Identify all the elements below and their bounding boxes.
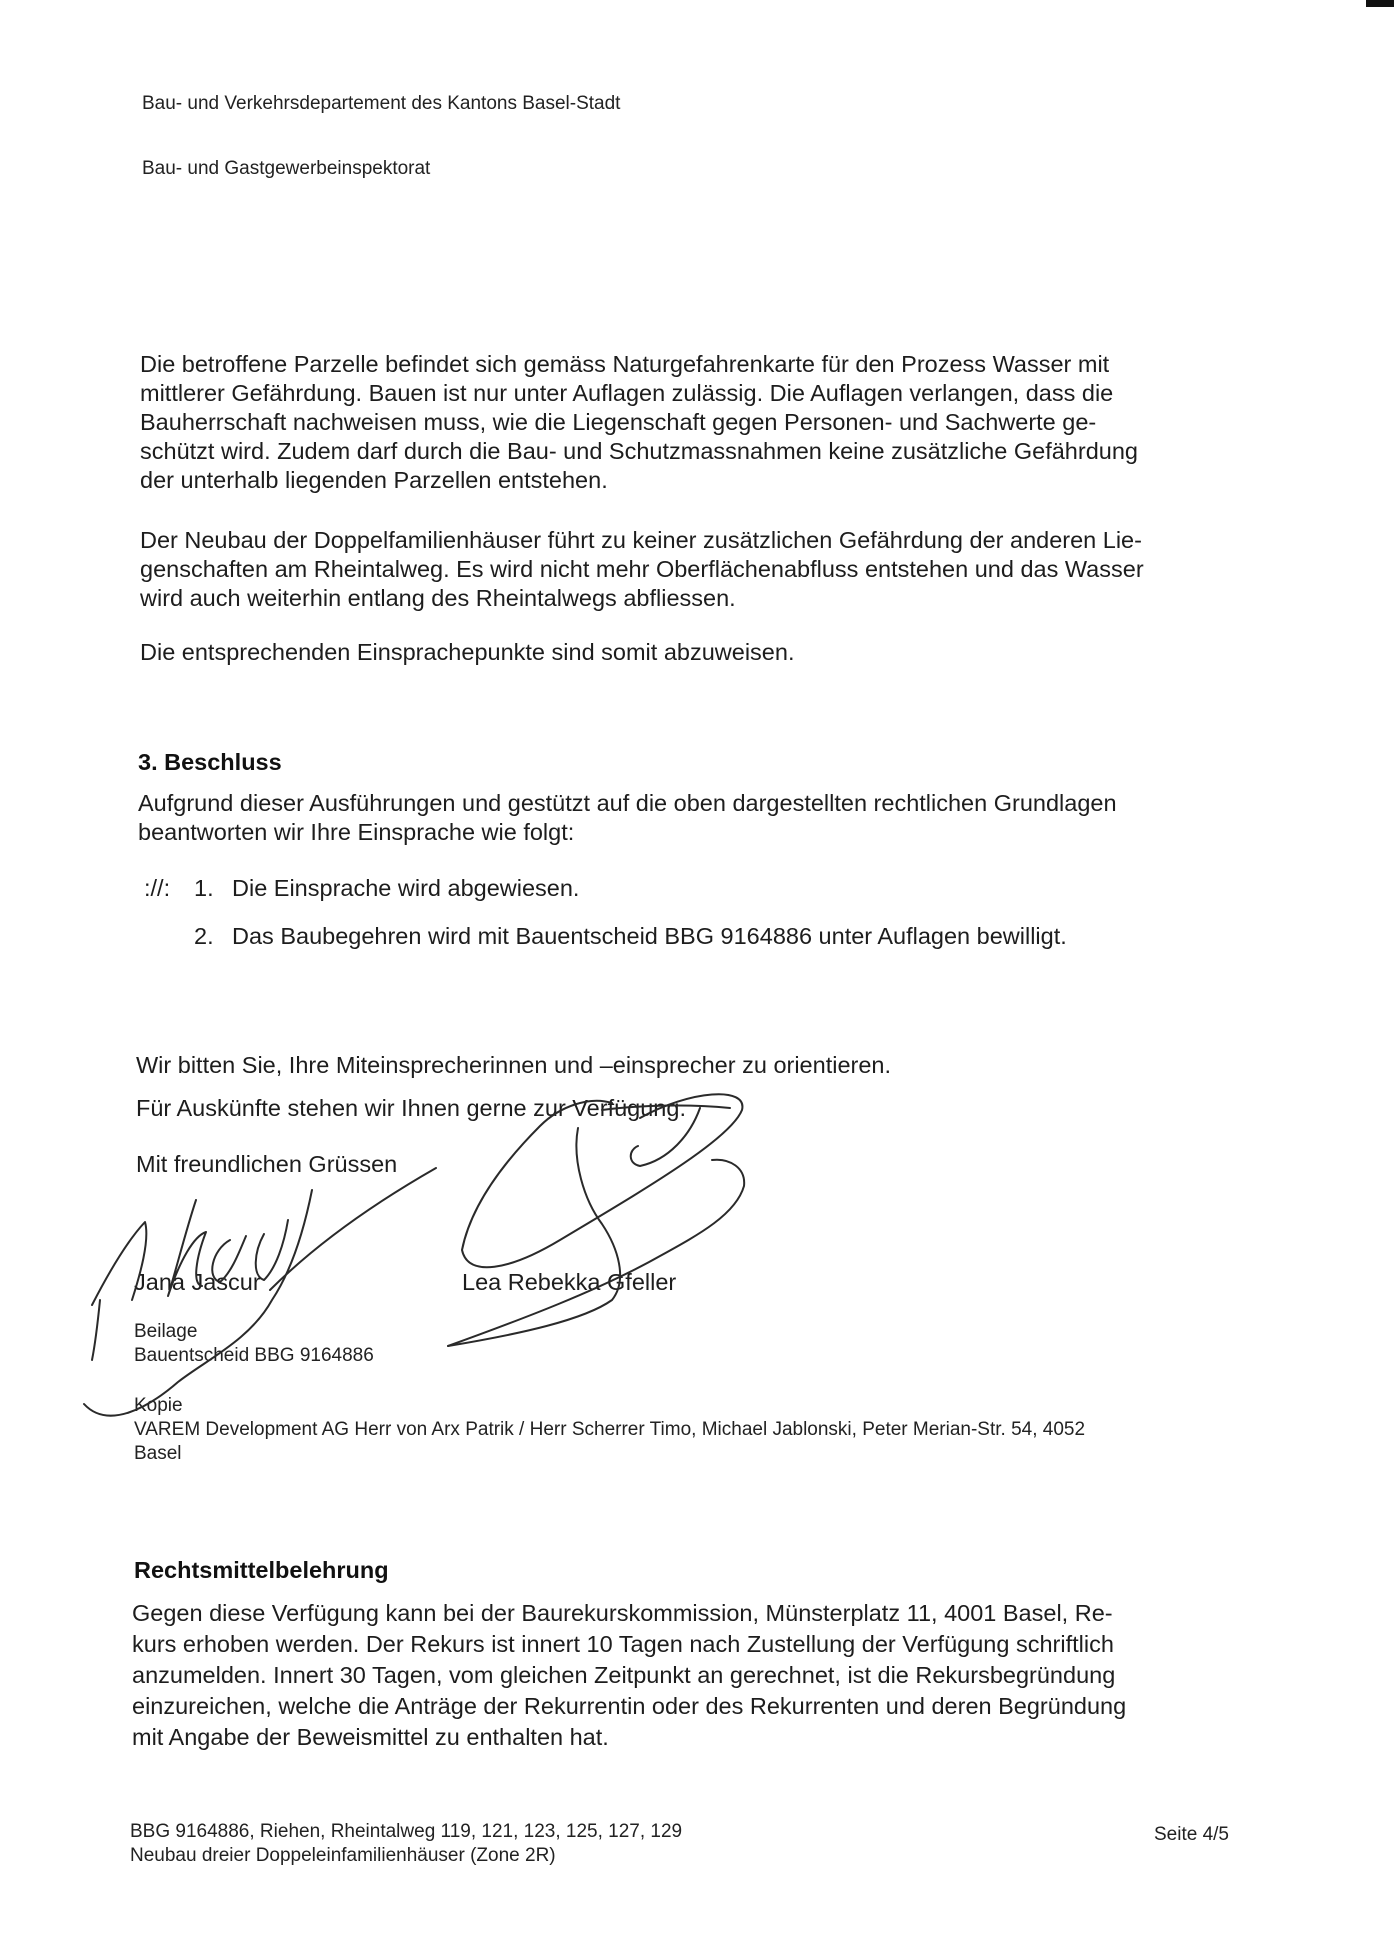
signatory-1-name: Jana Jascur xyxy=(134,1269,261,1295)
paragraph-line: Die betroffene Parzelle befindet sich gemäss Naturgefahrenkarte für den Prozess Wasser mit xyxy=(140,351,1110,377)
paragraph-line: Bauherrschaft nachweisen muss, wie die Liegenschaft gegen Personen- und Sachwerte ge- xyxy=(140,409,1097,435)
beschluss-prefix: ://: xyxy=(144,875,171,901)
item-text: Die Einsprache wird abgewiesen. xyxy=(232,875,580,901)
beschluss-item-2 xyxy=(194,922,1067,951)
header-office: Bau- und Gastgewerbeinspektorat xyxy=(142,158,431,179)
enclosure-block xyxy=(134,1320,374,1368)
paragraph-conclusion: Die entsprechenden Einsprachepunkte sind somit abzuweisen. xyxy=(140,639,795,665)
paragraph-line: der unterhalb liegenden Parzellen entstehen. xyxy=(140,467,608,493)
copy-recipients: VAREM Development AG Herr von Arx Patrik / Herr Scherrer Timo, Michael Jablonski, Peter Merian-Str. 54, 4052 xyxy=(134,1419,1086,1440)
signature-jascur-stroke xyxy=(270,1168,436,1290)
paragraph-line: Gegen diese Verfügung kann bei der Baurekurskommission, Münsterplatz 11, 4001 Basel, Re- xyxy=(132,1600,1113,1626)
signature-gfeller-stroke xyxy=(448,1128,620,1346)
paragraph-line: mittlerer Gefährdung. Bauen ist nur unter Auflagen zulässig. Die Auflagen verlangen, dass die xyxy=(140,380,1114,406)
header-department: Bau- und Verkehrsdepartement des Kantons Basel-Stadt xyxy=(142,93,621,114)
copy-city: Basel xyxy=(134,1443,182,1464)
item-text: Das Baubegehren wird mit Bauentscheid BBG 9164886 unter Auflagen bewilligt. xyxy=(232,923,1067,949)
paragraph-line: kurs erhoben werden. Der Rekurs ist innert 10 Tagen nach Zustellung der Verfügung schriftlich xyxy=(132,1631,1114,1657)
beschluss-intro xyxy=(138,789,1117,847)
enclosure-item: Bauentscheid BBG 9164886 xyxy=(134,1345,374,1366)
copy-block xyxy=(134,1394,1085,1466)
paragraph-line: Der Neubau der Doppelfamilienhäuser führt zu keiner zusätzlichen Gefährdung der anderen Lie- xyxy=(140,527,1142,553)
signature-jascur-stroke xyxy=(92,1300,100,1360)
paragraph-line: schützt wird. Zudem darf durch die Bau- und Schutzmassnahmen keine zusätzliche Gefährdung xyxy=(140,438,1138,464)
page-number: Seite 4/5 xyxy=(1154,1824,1229,1845)
signature-gfeller-stroke xyxy=(448,1160,744,1346)
section-heading-rechtsmittel: Rechtsmittelbelehrung xyxy=(134,1557,389,1583)
closing-line-1: Wir bitten Sie, Ihre Miteinsprecherinnen und –einsprecher zu orientieren. xyxy=(136,1052,892,1078)
paragraph-line: genschaften am Rheintalweg. Es wird nicht mehr Oberflächenabfluss entstehen und das Wasser xyxy=(140,556,1144,582)
scan-edge-mark xyxy=(1366,0,1394,7)
footer-line-1: BBG 9164886, Riehen, Rheintalweg 119, 121, 123, 125, 127, 129 xyxy=(130,1821,683,1842)
section-heading-beschluss: 3. Beschluss xyxy=(138,749,282,775)
enclosure-label: Beilage xyxy=(134,1321,198,1342)
paragraph-line: anzumelden. Innert 30 Tagen, vom gleichen Zeitpunkt an gerechnet, ist die Rekursbegründung xyxy=(132,1662,1116,1688)
paragraph-line: beantworten wir Ihre Einsprache wie folgt: xyxy=(138,819,575,845)
paragraph-line: wird auch weiterhin entlang des Rheintalwegs abfliessen. xyxy=(140,585,736,611)
item-number: 2. xyxy=(194,923,214,949)
item-number: 1. xyxy=(194,875,214,901)
paragraph-line: einzureichen, welche die Anträge der Rekurrentin oder des Rekurrenten und deren Begründung xyxy=(132,1693,1127,1719)
signatory-2-name: Lea Rebekka Gfeller xyxy=(462,1269,677,1295)
closing-greeting: Mit freundlichen Grüssen xyxy=(136,1151,398,1177)
paragraph-line: mit Angabe der Beweismittel zu enthalten hat. xyxy=(132,1724,609,1750)
closing-line-2: Für Auskünfte stehen wir Ihnen gerne zur Verfügung. xyxy=(136,1095,686,1121)
paragraph-natural-hazard xyxy=(140,350,1138,495)
footer-reference xyxy=(130,1820,682,1868)
rechtsmittel-text xyxy=(132,1599,1126,1752)
copy-label: Kopie xyxy=(134,1395,183,1416)
signature-jascur-stroke xyxy=(84,1190,312,1416)
paragraph-line: Aufgrund dieser Ausführungen und gestützt auf die oben dargestellten rechtlichen Grundlagen xyxy=(138,790,1117,816)
paragraph-new-building xyxy=(140,526,1144,613)
footer-line-2: Neubau dreier Doppeleinfamilienhäuser (Zone 2R) xyxy=(130,1845,556,1866)
beschluss-item-1 xyxy=(194,874,579,903)
